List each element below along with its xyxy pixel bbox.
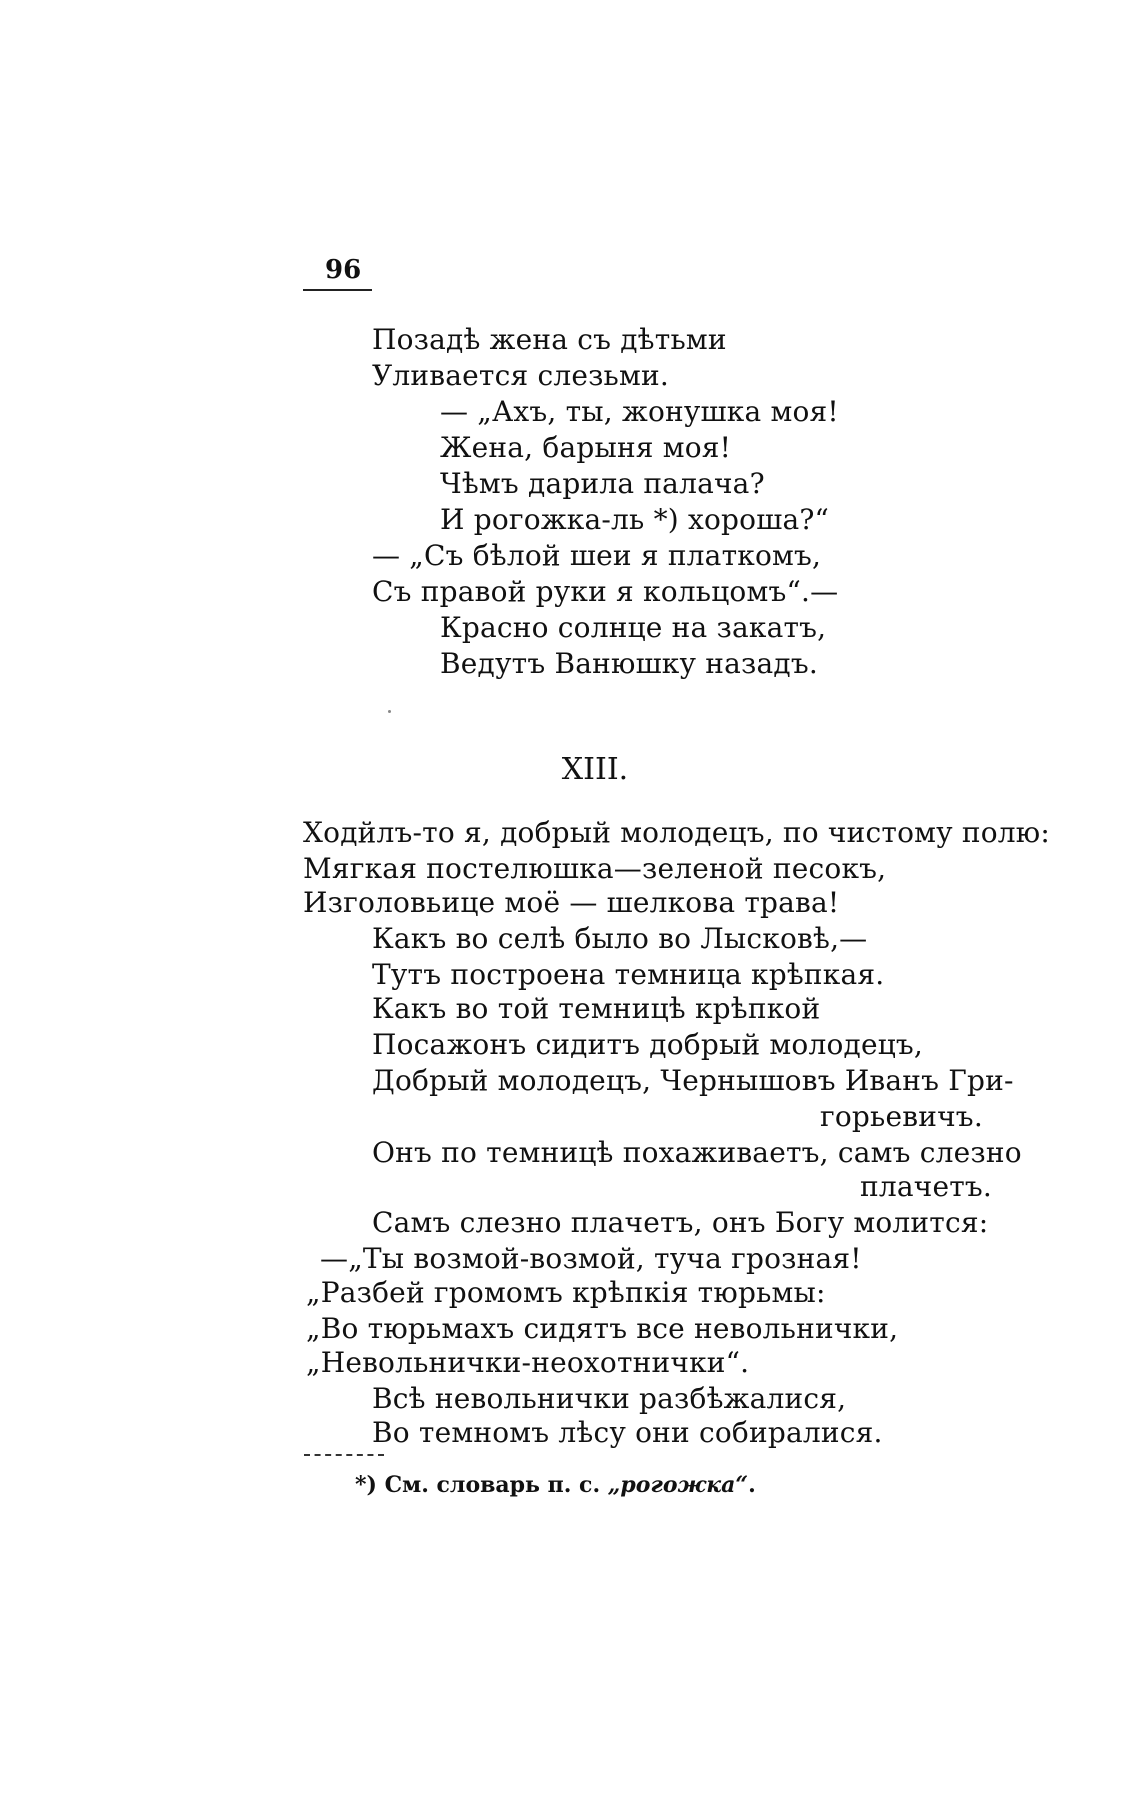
poem-line-continuation: плачетъ. [860,1170,993,1203]
footnote-term: „рогожка“ [607,1472,749,1498]
poem-line: Самъ слезно плачетъ, онъ Богу молится: [372,1206,989,1239]
poem-line: Съ правой руки я кольцомъ“.— [372,575,839,608]
page-number: 96 [325,255,362,285]
poem-line: Ведутъ Ванюшку назадъ. [440,647,818,680]
poem-line: — „Съ бѣлой шеи я платкомъ, [372,539,822,572]
poem-line: Мягкая постелюшка—зеленой песокъ, [303,852,887,885]
poem-line: Чѣмъ дарила палача? [440,467,765,500]
poem-line: Позадѣ жена съ дѣтьми [372,323,727,356]
poem-line: —„Ты возмой-возмой, туча грозная! [320,1242,862,1275]
poem-line: „Разбей громомъ крѣпкія тюрьмы: [306,1276,826,1309]
poem-line: Добрый молодецъ, Чернышовъ Иванъ Гри- [372,1064,1014,1097]
poem-line: Во темномъ лѣсу они собиралися. [372,1416,883,1449]
section-heading: XIII. [561,752,629,787]
poem-line: Какъ во той темницѣ крѣпкой [372,992,821,1025]
poem-line: Всѣ невольнички разбѣжалися, [372,1382,847,1415]
poem-line: И рогожка-ль *) хороша?“ [440,503,830,536]
print-speck [388,710,391,713]
page-number-rule [303,289,372,291]
footnote-text: См. словарь п. с. [384,1472,608,1498]
poem-line: Красно солнце на закатъ, [440,611,827,644]
footnote-marker: *) [355,1472,377,1498]
footnote-end: . [748,1472,756,1498]
poem-line: Жена, барыня моя! [440,431,732,464]
poem-line: Онъ по темницѣ похаживаетъ, самъ слезно [372,1136,1022,1169]
poem-line: Ходйлъ-то я, добрый молодецъ, по чистому полю: [303,816,1051,849]
poem-line: Какъ во селѣ было во Лысковѣ,— [372,922,868,955]
poem-line: — „Ахъ, ты, жонушка моя! [440,395,839,428]
footnote-rule [304,1454,384,1456]
poem-line: Уливается слезьми. [372,359,669,392]
poem-line-continuation: горьевичъ. [820,1100,983,1133]
poem-line: Посажонъ сидитъ добрый молодецъ, [372,1028,924,1061]
poem-line: „Невольнички-неохотнички“. [306,1346,750,1379]
poem-line: Изголовьице моё — шелкова трава! [303,886,840,919]
footnote [355,1471,756,1499]
poem-line: Тутъ построена темница крѣпкая. [372,958,885,991]
poem-line: „Во тюрьмахъ сидятъ все невольнички, [306,1312,899,1345]
